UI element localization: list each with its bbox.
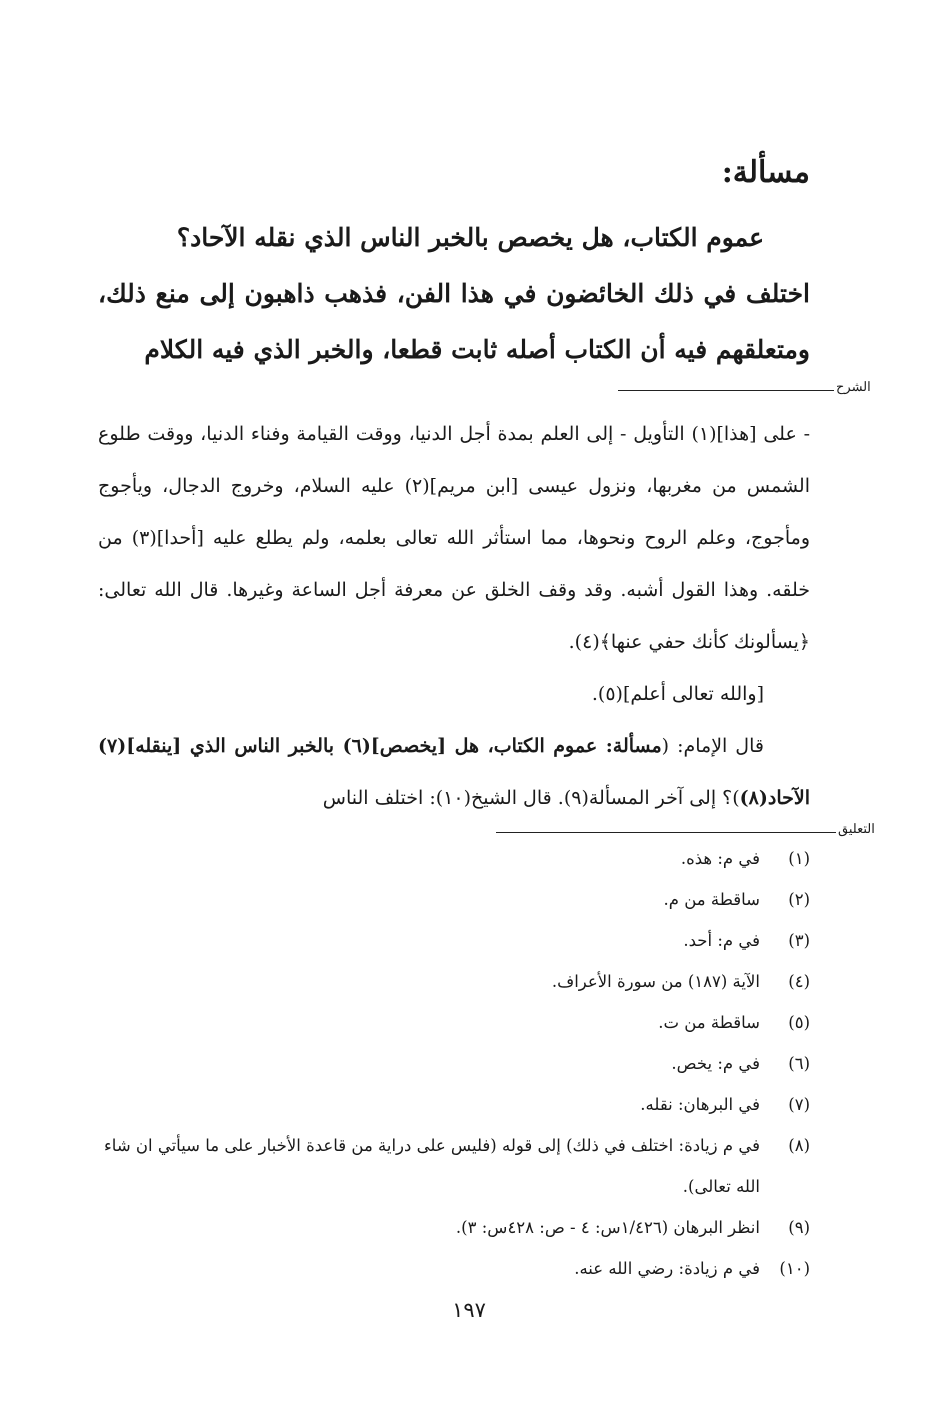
footnote-item — [98, 1125, 810, 1207]
sharh-label: الشرح — [836, 380, 871, 395]
footnotes-list — [98, 838, 810, 1289]
footnote-number: (٧) — [788, 1095, 810, 1114]
footnote-text: في م: يخص. — [671, 1054, 760, 1073]
footnote-item — [98, 1084, 810, 1125]
sharh-p3-plain-start: قال الإمام: ( — [661, 735, 764, 757]
footnote-number: (٦) — [788, 1054, 810, 1073]
footnote-item — [98, 920, 810, 961]
footnote-text: في م زيادة: رضي الله عنه. — [574, 1259, 760, 1278]
sharh-paragraph-3 — [98, 720, 810, 824]
page-number: ١٩٧ — [452, 1298, 486, 1322]
footnote-item — [98, 1248, 810, 1289]
footnote-number: (٩) — [788, 1218, 810, 1237]
footnote-item — [98, 1207, 810, 1248]
sharh-paragraph-1: - على [هذا](١) التأويل - إلى العلم بمدة أجل الدنيا، ووقت القيامة وفناء الدنيا، ووقت طلوع الشمس من مغربها، ونزول عيسى [ابن مريم](٢) عليه السلام، وخروج الدجال، ويأجوج ومأجوج، وعلم الروح ونحوها، مما استأثر الله تعالى بعلمه، ولم يطلع عليه [أحدا](٣) من خلقه. وهذا القول أشبه. وقد وقف الخلق عن معرفة أجل الساعة وغيرها. قال الله تعالى: ﴿يسألونك كأنك حفي عنها﴾(٤). — [98, 423, 811, 653]
matn-text-block — [98, 210, 810, 378]
footnote-item — [98, 1043, 810, 1084]
talik-divider — [496, 832, 836, 833]
footnote-text: في البرهان: نقله. — [640, 1095, 760, 1114]
footnote-item — [98, 879, 810, 920]
footnote-number: (٤) — [788, 972, 810, 991]
sharh-text-block — [98, 408, 810, 824]
footnote-item — [98, 1002, 810, 1043]
talik-label: التعليق — [838, 822, 875, 837]
footnote-number: (٨) — [788, 1136, 810, 1155]
sharh-divider — [618, 390, 834, 391]
footnote-number: (١) — [788, 849, 810, 868]
footnote-number: (١٠) — [779, 1259, 810, 1278]
matn-paragraph-2: اختلف في ذلك الخائضون في هذا الفن، فذهب ذاهبون إلى منع ذلك، ومتعلقهم فيه أن الكتاب أصله ثابت قطعا، والخبر الذي فيه الكلام — [98, 279, 810, 364]
footnote-text: الآية (١٨٧) من سورة الأعراف. — [551, 972, 760, 991]
footnote-number: (٢) — [788, 890, 810, 909]
footnote-text: ساقطة من م. — [663, 890, 760, 909]
footnote-text: في م: هذه. — [680, 849, 760, 868]
sharh-p3-plain-end: )؟ إلى آخر المسألة(٩). قال الشيخ(١٠): اختلف الناس — [322, 787, 740, 809]
section-heading: مسألة: — [721, 155, 810, 190]
sharh-p3-bold-quote: مسألة: عموم الكتاب، هل [يخصص](٦) بالخبر الناس الذي [ينقله](٧) الآحاد(٨) — [98, 735, 810, 809]
footnote-text: انظر البرهان (١/٤٢٦س: ٤ - ص: ٤٢٨س: ٣). — [455, 1218, 760, 1237]
footnote-number: (٥) — [788, 1013, 810, 1032]
footnote-text: في م زيادة: اختلف في ذلك) إلى قوله (فليس على دراية من قاعدة الأخبار على ما سيأتي ان شاء الله تعالى). — [104, 1136, 760, 1196]
footnote-number: (٣) — [788, 931, 810, 950]
matn-paragraph-1: عموم الكتاب، هل يخصص بالخبر الناس الذي نقله الآحاد؟ — [176, 223, 764, 252]
footnote-item — [98, 838, 810, 879]
footnote-item — [98, 961, 810, 1002]
footnote-text: ساقطة من ت. — [658, 1013, 760, 1032]
sharh-paragraph-2: [والله تعالى أعلم](٥). — [591, 683, 764, 705]
footnote-text: في م: أحد. — [683, 931, 760, 950]
